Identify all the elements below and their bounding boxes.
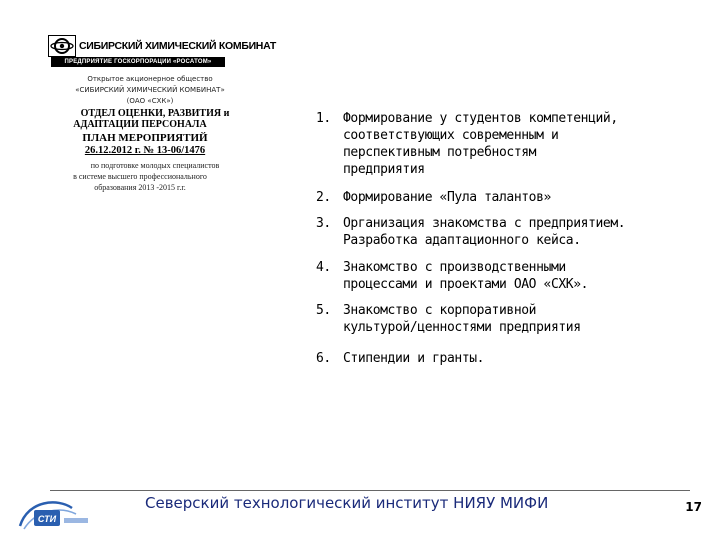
plan-purpose-line-3: образования 2013 -2015 г.г. [94,183,186,192]
page-number: 17 [685,500,702,514]
department-line-1: ОТДЕЛ ОЦЕНКИ, РАЗВИТИЯ и [80,108,230,119]
list-item-text-line: соответствующих современным и [343,128,559,143]
list-item-text-line: Формирование «Пула талантов» [343,190,551,205]
plan-purpose-line-2: в системе высшего профессионального [73,172,207,181]
org-type: Открытое акционерное общество [87,75,213,83]
list-item [316,350,716,367]
list-item-number: 5. [316,303,331,318]
list-item-text-line: Организация знакомства с предприятием. [343,216,626,231]
list-item-text-line: Стипендии и гранты. [343,351,485,366]
list-item-text-line: процессами и проектами ОАО «СХК». [343,277,589,292]
list-item-text-line: перспективным потребностям [343,145,537,160]
list-item [316,215,716,249]
company-logo [48,34,276,58]
company-subtitle: ПРЕДПРИЯТИЕ ГОСКОРПОРАЦИИ «РОСАТОМ» [51,57,225,67]
list-item [316,189,716,206]
list-item [316,110,716,178]
list-item [316,302,716,336]
list-item-number: 3. [316,216,331,231]
org-name: «СИБИРСКИЙ ХИМИЧЕСКИЙ КОМБИНАТ» [75,86,225,94]
institute-logo-text: СТИ [37,514,57,524]
org-short-name: (ОАО «СХК») [126,97,174,105]
company-emblem-icon [48,35,76,57]
goals-list [316,110,716,367]
list-item-text-line: Разработка адаптационного кейса. [343,233,581,248]
plan-number: 26.12.2012 г. № 13-06/1476 [84,145,206,156]
company-name: СИБИРСКИЙ ХИМИЧЕСКИЙ КОМБИНАТ [79,40,276,52]
list-item-number: 6. [316,351,331,366]
list-item-text-line: Знакомство с производственными [343,260,566,275]
plan-purpose-line-1: по подготовке молодых специалистов [90,161,220,170]
institute-name: Северский технологический институт НИЯУ МИФИ [145,494,549,512]
list-item-text-line: Знакомство с корпоративной [343,303,537,318]
list-item-number: 4. [316,260,331,275]
institute-logo-icon [14,496,94,534]
list-item-text-line: культурой/ценностями предприятия [343,320,581,335]
list-item [316,259,716,293]
list-item-text-line: Формирование у студентов компетенций, [343,111,618,126]
list-item-number: 2. [316,190,331,205]
list-item-text-line: предприятия [343,162,425,177]
department-line-2: АДАПТАЦИИ ПЕРСОНАЛА [73,119,207,130]
footer-divider [50,490,690,491]
plan-title: ПЛАН МЕРОПРИЯТИЙ [82,132,208,144]
list-item-number: 1. [316,111,331,126]
